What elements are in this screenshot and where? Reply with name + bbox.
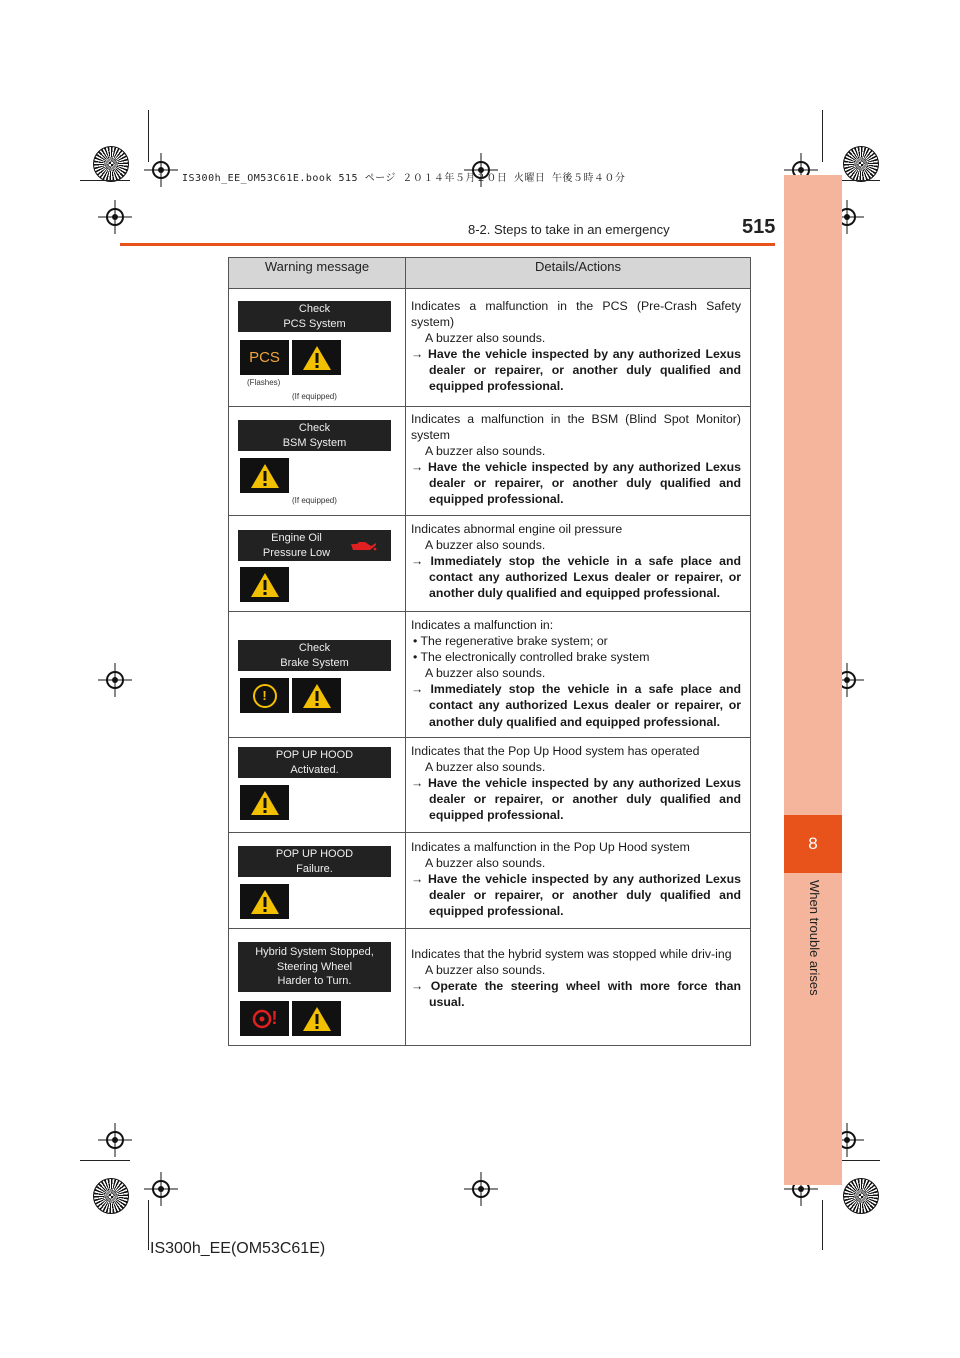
buzzer-note: A buzzer also sounds. xyxy=(425,666,546,681)
display-message xyxy=(238,420,391,451)
table-row xyxy=(229,833,751,929)
registration-crosshair xyxy=(98,200,132,234)
display-message-line: Brake System xyxy=(280,656,349,669)
page-number: 515 xyxy=(742,216,776,238)
warning-description: Indicates abnormal engine oil pressure xyxy=(411,522,623,536)
display-message-line: Failure. xyxy=(296,862,333,875)
table-row xyxy=(229,929,751,1046)
display-message-line: POP UP HOOD xyxy=(275,848,354,860)
pcs-icon: PCS xyxy=(249,349,280,366)
table-row xyxy=(229,516,751,612)
warning-description: Indicates a malfunction in: xyxy=(411,618,554,632)
crop-mark xyxy=(840,1160,880,1161)
book-stamp: IS300h_EE_OM53C61E.book 515 ページ ２０１４年５月２０日 火曜日 午後５時４０分 xyxy=(182,173,626,184)
registration-crosshair xyxy=(98,663,132,697)
master-warning-lamp xyxy=(240,458,289,493)
oil-can-icon xyxy=(349,538,377,552)
registration-crosshair xyxy=(144,1172,178,1206)
warning-triangle-icon xyxy=(250,463,280,489)
display-message xyxy=(238,747,391,778)
buzzer-note: A buzzer also sounds. xyxy=(425,538,546,553)
registration-rosette xyxy=(843,1178,879,1214)
action-instruction: → Have the vehicle inspected by any authorized Lexus dealer or repairer, or another duly qualified and equipped professional. xyxy=(411,347,741,394)
document-code: IS300h_EE(OM53C61E) xyxy=(150,1240,326,1257)
display-message-line: Pressure Low xyxy=(262,546,331,559)
exclamation-icon: ! xyxy=(271,1008,278,1028)
warning-message-table xyxy=(228,257,751,1046)
flashes-note: (Flashes) xyxy=(247,378,281,387)
display-message-line: BSM System xyxy=(282,436,347,449)
brake-warning-lamp xyxy=(240,678,289,713)
crop-mark xyxy=(80,1160,130,1161)
master-warning-lamp xyxy=(240,785,289,820)
action-instruction: → Immediately stop the vehicle in a safe place and contact any authorized Lexus dealer or repairer, or another duly qualified and equipped professional. xyxy=(411,682,741,729)
chapter-side-tab xyxy=(784,175,842,1185)
display-message xyxy=(238,640,391,671)
registration-rosette xyxy=(93,146,129,182)
column-header-warning: Warning message xyxy=(229,258,406,289)
display-message-line: Harder to Turn. xyxy=(277,975,352,987)
crop-mark xyxy=(822,1200,823,1250)
pcs-warning-lamp xyxy=(240,340,289,375)
display-message xyxy=(238,530,391,561)
master-warning-lamp xyxy=(240,884,289,919)
warning-description: Indicates a malfunction in the BSM (Blind Spot Monitor) system xyxy=(411,412,741,443)
table-row xyxy=(229,407,751,516)
registration-crosshair xyxy=(98,1123,132,1157)
crop-mark xyxy=(148,1200,149,1250)
brake-warning-icon: ! xyxy=(253,684,277,708)
display-message-line: Hybrid System Stopped, xyxy=(255,946,374,958)
chapter-tab-label: When trouble arises xyxy=(807,880,822,996)
buzzer-note: A buzzer also sounds. xyxy=(425,856,546,871)
warning-triangle-icon xyxy=(302,683,332,709)
table-row xyxy=(229,289,751,407)
steering-warning-icon xyxy=(252,1009,272,1029)
registration-rosette xyxy=(843,146,879,182)
list-item: • The regenerative brake system; or xyxy=(413,634,608,649)
registration-crosshair xyxy=(144,153,178,187)
buzzer-note: A buzzer also sounds. xyxy=(425,331,546,346)
warning-triangle-icon xyxy=(302,1006,332,1032)
registration-crosshair xyxy=(464,1172,498,1206)
action-instruction: → Operate the steering wheel with more force than usual. xyxy=(411,979,741,1010)
master-warning-lamp xyxy=(292,340,341,375)
master-warning-lamp xyxy=(240,567,289,602)
warning-description: Indicates a malfunction in the Pop Up Hood system xyxy=(411,840,690,854)
registration-rosette xyxy=(93,1178,129,1214)
action-instruction: → Have the vehicle inspected by any authorized Lexus dealer or repairer, or another duly qualified and equipped professional. xyxy=(411,872,741,919)
buzzer-note: A buzzer also sounds. xyxy=(425,963,546,978)
display-message xyxy=(238,301,391,332)
display-message xyxy=(238,846,391,877)
buzzer-note: A buzzer also sounds. xyxy=(425,444,546,459)
action-instruction: → Have the vehicle inspected by any authorized Lexus dealer or repairer, or another duly qualified and equipped professional. xyxy=(411,460,741,507)
crop-mark xyxy=(148,110,149,162)
display-message-line: POP UP HOOD xyxy=(275,749,354,761)
steering-warning-lamp xyxy=(240,1001,289,1036)
table-row xyxy=(229,738,751,833)
display-message-line: Check xyxy=(298,422,331,434)
list-item: • The electronically controlled brake system xyxy=(413,650,650,665)
if-equipped-note: (If equipped) xyxy=(292,392,337,401)
warning-triangle-icon xyxy=(302,345,332,371)
warning-description: Indicates that the Pop Up Hood system has operated xyxy=(411,744,700,758)
display-message-line: Engine Oil xyxy=(271,532,322,544)
warning-description: Indicates a malfunction in the PCS (Pre-Crash Safety system) xyxy=(411,299,741,330)
display-message-line: PCS System xyxy=(283,317,346,330)
display-message xyxy=(238,942,391,992)
chapter-title: 8-2. Steps to take in an emergency xyxy=(468,222,670,237)
warning-triangle-icon xyxy=(250,889,280,915)
action-instruction: → Immediately stop the vehicle in a safe place and contact any authorized Lexus dealer or repairer, or another duly qualified and equipped professional. xyxy=(411,554,741,601)
warning-triangle-icon xyxy=(250,790,280,816)
buzzer-note: A buzzer also sounds. xyxy=(425,760,546,775)
display-message-line: Activated. xyxy=(290,763,339,776)
warning-triangle-icon xyxy=(250,572,280,598)
crop-mark xyxy=(80,180,130,181)
display-message-line: Steering Wheel xyxy=(276,960,353,973)
crop-mark xyxy=(822,110,823,162)
display-message-line: Check xyxy=(298,642,331,654)
crop-mark xyxy=(840,180,880,181)
display-message-line: Check xyxy=(298,303,331,315)
header-rule xyxy=(120,243,775,246)
warning-description: Indicates that the hybrid system was stopped while driv-ing xyxy=(411,947,732,961)
table-row xyxy=(229,612,751,738)
column-header-details: Details/Actions xyxy=(406,258,751,289)
master-warning-lamp xyxy=(292,1001,341,1036)
chapter-tab-number: 8 xyxy=(784,815,842,873)
action-instruction: → Have the vehicle inspected by any authorized Lexus dealer or repairer, or another duly qualified and equipped professional. xyxy=(411,776,741,823)
if-equipped-note: (If equipped) xyxy=(292,496,337,505)
master-warning-lamp xyxy=(292,678,341,713)
